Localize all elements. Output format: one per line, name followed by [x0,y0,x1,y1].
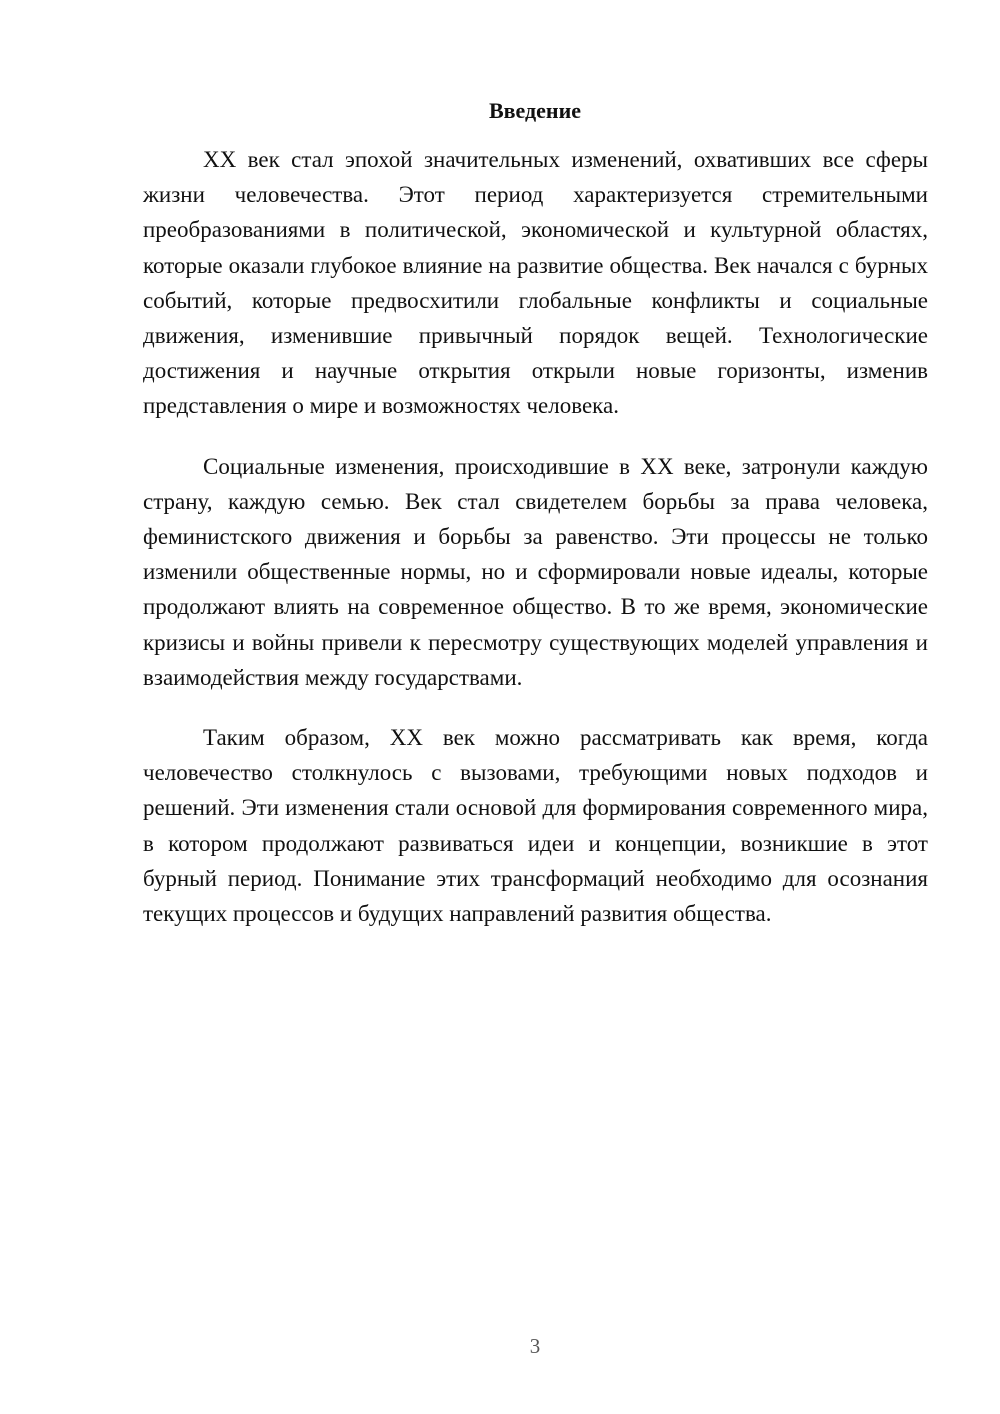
paragraph-3: Таким образом, XX век можно рассматривать как время, когда человечество столкнулось с вызовами, требующими новых подходов и решений. Эти изменения стали основой для формирования современного мира, в котором продолжают развиваться идеи и концепции, возникшие в этот бурный период. Понимание этих трансформаций необходимо для осознания текущих процессов и будущих направлений развития общества. [143,725,928,927]
body-text [143,142,928,956]
section-heading: Введение [488,98,582,123]
page-number: 3 [529,1334,541,1358]
paragraph-2: Социальные изменения, происходившие в XX веке, затронули каждую страну, каждую семью. Век стал свидетелем борьбы за права человека, феминистского движения и борьбы за равенство. Эти процессы не только изменили общественные нормы, но и сформировали новые идеалы, которые продолжают влиять на современное общество. В то же время, экономические кризисы и войны привели к пересмотру существующих моделей управления и взаимодействия между государствами. [143,453,928,690]
paragraph-1: XX век стал эпохой значительных изменений, охвативших все сферы жизни человечества. Этот период характеризуется стремительными преобразованиями в политической, экономической и культурной областях, которые оказали глубокое влияние на развитие общества. Век начался с бурных событий, которые предвосхитили глобальные конфликты и социальные движения, изменившие привычный порядок вещей. Технологические достижения и научные открытия открыли новые горизонты, изменив представления о мире и возможностях человека. [143,147,928,419]
